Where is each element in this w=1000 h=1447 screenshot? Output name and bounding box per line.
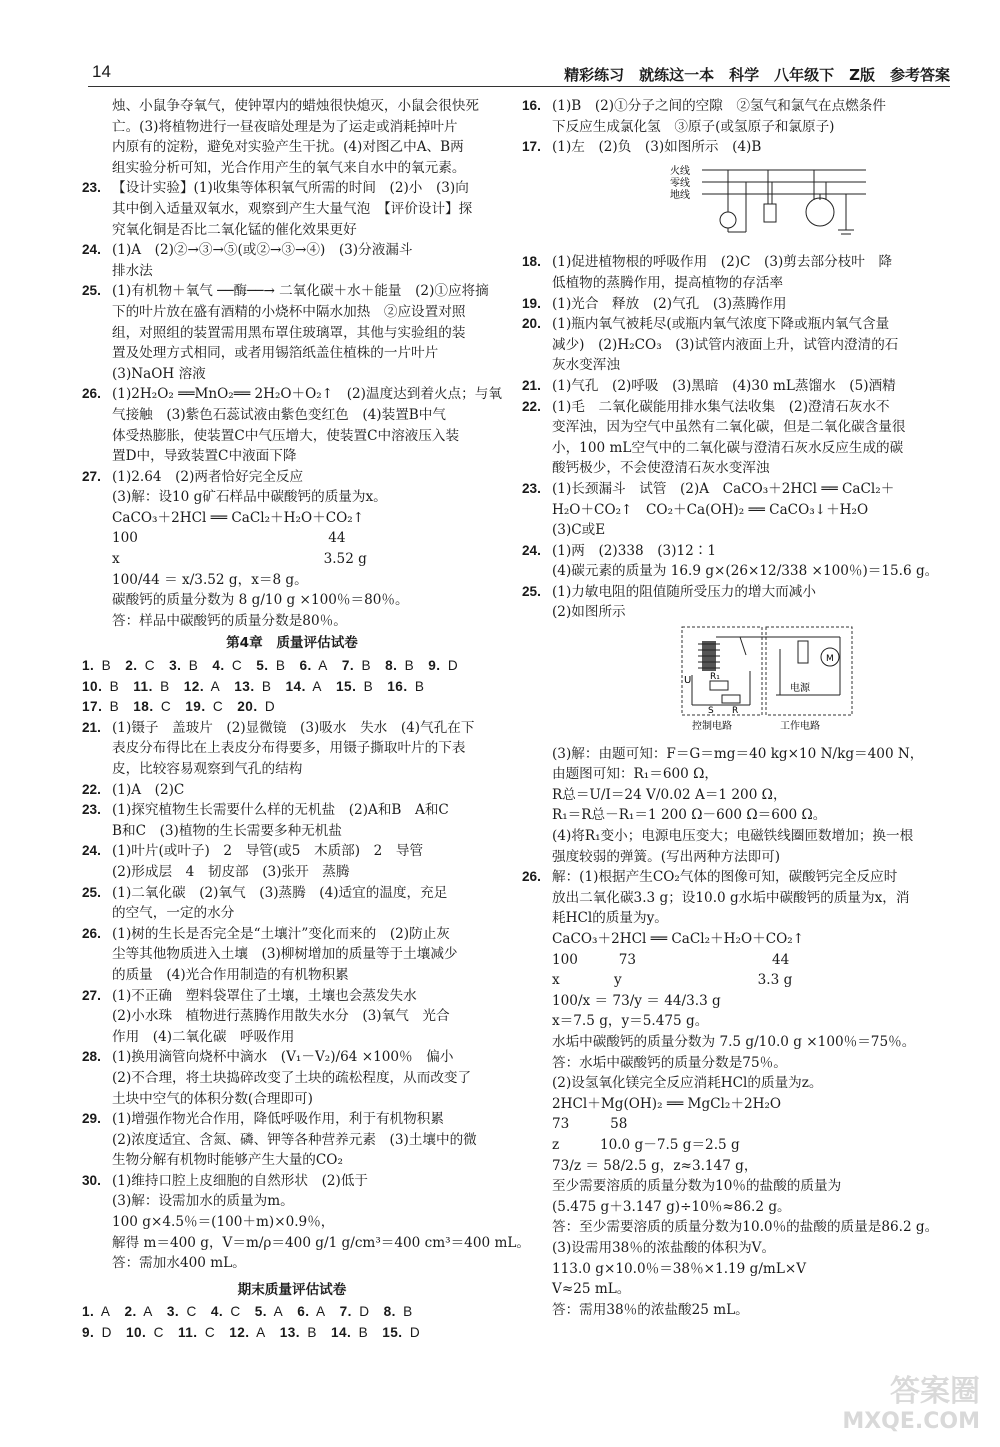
answer-line: (1)气孔 (2)呼吸 (3)黑暗 (4)30 mL蒸馏水 (5)酒精 — [552, 377, 896, 394]
chapter4.answers-answer-8 — [82, 1047, 502, 1109]
right_column-answer-6 — [522, 376, 952, 397]
question-number: 21. — [82, 719, 101, 735]
mc-answer: 15. B — [336, 678, 374, 694]
mc-answer: 11. C — [177, 1325, 216, 1341]
mc-answer: 20. D — [237, 699, 276, 715]
svg-text:M: M — [826, 654, 834, 665]
answer-line: 内原有的淀粉，避免对实验产生干扰。(4)对图乙中A、B两 — [112, 139, 464, 156]
svg-text:电源: 电源 — [790, 683, 810, 695]
answer-line: 100 g×4.5％＝(100＋m)×0.9％， — [112, 1214, 335, 1231]
answer-line: 表皮分布得比在上表皮分布得要多，用镊子撕取叶片的下表 — [112, 740, 466, 757]
left_column-answer-5 — [82, 384, 502, 466]
chapter4.answers-answer-9 — [82, 1109, 502, 1171]
wiring-diagram — [670, 160, 870, 242]
answer-line: (2)形成层 4 韧皮部 (3)张开 蒸腾 — [112, 863, 350, 880]
answer-line: 亡。(3)将植物进行一昼夜暗处理是为了运走或消耗掉叶片 — [112, 118, 458, 135]
mc-answer: 3. C — [166, 1304, 197, 1320]
question-number: 16. — [522, 98, 541, 113]
answer-line: 下的叶片放在盛有酒精的小烧杯中隔水加热 ②应设置对照 — [112, 303, 466, 320]
mc-answer: 18. C — [133, 699, 172, 715]
answer-line: (2)浓度适宜、含氮、磷、钾等各种营养元素 (3)土壤中的微 — [112, 1131, 477, 1148]
left_column-answer-6 — [82, 467, 502, 632]
answer-line: 排水法 — [112, 262, 153, 279]
right-answers — [522, 96, 952, 1320]
answer-line: H₂O＋CO₂↑ CO₂＋Ca(OH)₂ ══ CaCO₃↓＋H₂O — [552, 501, 869, 518]
answer-line: (1)力敏电阻的阻值随所受压力的增大而减小 — [552, 583, 816, 600]
page-header — [88, 58, 950, 87]
answer-line: 土块中空气的体积分数(合理即可) — [112, 1090, 313, 1107]
answer-line: 酸钙极少，不会使澄清石灰水变浑浊 — [552, 460, 770, 477]
mc-answer: 15. D — [382, 1325, 421, 1341]
answer-line: 100 44 — [112, 530, 346, 547]
question-number: 23. — [82, 180, 101, 196]
answer-line: 答：水垢中碳酸钙的质量分数是75％。 — [552, 1054, 787, 1071]
question-number: 26. — [522, 869, 541, 885]
answer-line: (3)解：由题可知：F＝G＝mg＝40 kg×10 N/kg＝400 N， — [552, 745, 924, 762]
watermark-logo — [842, 1374, 980, 1437]
answer-line: 的质量 (4)光合作用制造的有机物积累 — [112, 966, 349, 983]
answer-line: (1)二氧化碳 (2)氧气 (3)蒸腾 (4)适宜的温度，充足 — [112, 884, 448, 901]
mc-row — [82, 1323, 502, 1344]
question-number: 28. — [82, 1049, 101, 1065]
mc-answer: 7. B — [341, 658, 372, 674]
answer-line: (1)2.64 (2)两者恰好完全反应 — [112, 468, 304, 485]
answer-line: 皮，比较容易观察到气孔的结构 — [112, 761, 303, 777]
chapter4.answers-answer-7 — [82, 986, 502, 1048]
answer-line: (1)B (2)①分子之间的空隙 ②氢气和氯气在点燃条件 — [552, 98, 886, 114]
answer-line: R₁＝R总－R₁＝1 200 Ω－600 Ω＝600 Ω。 — [552, 807, 827, 824]
question-number: 25. — [82, 283, 101, 299]
question-number: 27. — [82, 468, 101, 484]
answer-line: 100 73 44 — [552, 951, 790, 968]
mc-answer: 9. D — [82, 1325, 112, 1341]
mc-answer: 3. B — [169, 658, 199, 674]
final-multiple-choice — [82, 1302, 502, 1343]
mc-row — [82, 1302, 502, 1323]
answer-line: (2)不合理，将土块捣碎改变了土块的疏松程度，从而改变了 — [112, 1069, 472, 1086]
question-number: 25. — [522, 583, 541, 599]
mc-answer: 5. A — [254, 1304, 284, 1320]
answer-line: (1)毛 二氧化碳能用排水集气法收集 (2)澄清石灰水不 — [552, 398, 890, 415]
right_column-answer-3 — [522, 252, 952, 293]
mc-answer: 6. A — [297, 1304, 326, 1320]
svg-text:S: S — [708, 706, 714, 717]
svg-text:地线: 地线 — [670, 189, 690, 201]
answer-line: (1)有机物＋氧气 ──酶──→ 二氧化碳＋水＋能量 (2)①应将摘 — [112, 283, 489, 300]
answer-line: (2)设氢氧化镁完全反应消耗HCl的质量为z。 — [552, 1075, 823, 1092]
watermark-url: MXQE.COM — [842, 1409, 980, 1434]
mc-row — [82, 697, 502, 718]
svg-text:工作电路: 工作电路 — [780, 721, 820, 733]
answer-line: CaCO₃＋2HCl ══ CaCl₂＋H₂O＋CO₂↑ — [552, 931, 805, 947]
svg-text:R₁: R₁ — [710, 672, 720, 683]
answer-line: 减少) (2)H₂CO₃ (3)试管内液面上升，试管内澄清的石 — [552, 336, 899, 353]
mc-row — [82, 656, 502, 677]
mc-answer: 10. B — [82, 678, 120, 694]
chapter4.answers-answer-5 — [82, 883, 502, 924]
answer-line: x y 3.3 g — [552, 972, 793, 989]
answer-line: (2)如图所示 — [552, 604, 626, 621]
mc-answer: 2. A — [124, 1304, 153, 1320]
answer-line: 2HCl＋Mg(OH)₂ ══ MgCl₂＋2H₂O — [552, 1095, 782, 1112]
question-number: 17. — [522, 139, 541, 155]
answer-line: (3)C或E — [552, 522, 606, 539]
answer-line: 水垢中碳酸钙的质量分数为 7.5 g/10.0 g ×100％＝75％。 — [552, 1033, 916, 1050]
left_column-answer-1 — [82, 96, 502, 178]
right_column-answer-1 — [522, 96, 952, 137]
mc-answer: 12. A — [183, 678, 221, 694]
chapter4.answers-answer-6 — [82, 924, 502, 986]
answer-line: 强度较弱的弹簧。(写出两种方法即可) — [552, 848, 781, 865]
mc-answer: 8. B — [385, 658, 415, 674]
answer-line: (1)树的生长是否完全是“土壤汁”变化而来的 (2)防止灰 — [112, 925, 450, 942]
mc-answer: 11. B — [133, 678, 170, 694]
answer-line: 小，100 mL空气中的二氧化碳与澄清石灰水反应生成的碳 — [552, 439, 904, 456]
answer-line: 的空气，一定的水分 — [112, 905, 235, 922]
svg-text:R: R — [732, 706, 739, 717]
mc-answer: 17. B — [82, 699, 120, 715]
question-number: 29. — [82, 1111, 101, 1127]
question-number: 24. — [82, 242, 101, 258]
answer-line: 至少需要溶质的质量分数为10％的盐酸的质量为 — [552, 1178, 842, 1195]
question-number: 20. — [522, 316, 541, 332]
answer-line: (1)左 (2)负 (3)如图所示 (4)B — [552, 139, 762, 156]
question-number: 23. — [522, 480, 541, 496]
answer-line: 低植物的蒸腾作用，提高植物的存活率 — [552, 274, 784, 291]
question-number: 18. — [522, 254, 541, 270]
mc-answer: 2. C — [125, 658, 156, 674]
answer-line: 体受热膨胀，使装置C中气压增大，使装置C中溶液压入装 — [112, 427, 460, 444]
answer-line: 答：样品中碳酸钙的质量分数是80％。 — [112, 612, 347, 629]
chapter4.answers-answer-2 — [82, 780, 502, 801]
left_column-answer-3 — [82, 240, 502, 281]
left_column-answer-4 — [82, 281, 502, 384]
answer-line: x 3.52 g — [112, 551, 367, 568]
right_column-answer-10 — [522, 582, 952, 867]
right_column-answer-11 — [522, 867, 952, 1320]
mc-answer: 13. B — [279, 1325, 317, 1341]
mc-answer: 9. D — [428, 658, 459, 674]
answer-line: (3)解：设10 g矿石样品中碳酸钙的质量为x。 — [112, 489, 387, 506]
mc-answer: 6. A — [299, 658, 328, 674]
page-number: 14 — [92, 62, 111, 81]
answer-line: 生物分解有机物时能够产生大量的CO₂ — [112, 1152, 343, 1169]
answer-line: (2)小水珠 植物进行蒸腾作用散失水分 (3)氧气 光合 — [112, 1008, 450, 1025]
answer-line: 其中倒入适量双氧水，观察到产生大量气泡 【评价设计】探 — [112, 200, 473, 217]
chapter4.answers-answer-1 — [82, 718, 502, 780]
answer-line: 73 58 — [552, 1116, 628, 1133]
answer-line: 放出二氧化碳3.3 g；设10.0 g水垢中碳酸钙的质量为x，消 — [552, 889, 910, 906]
answer-line: V≈25 mL。 — [552, 1281, 631, 1298]
answer-line: (1)两 (2)338 (3)12∶1 — [552, 542, 717, 559]
answer-line: (3)设需用38％的浓盐酸的体积为V。 — [552, 1239, 776, 1256]
question-number: 26. — [82, 386, 101, 402]
right_column-answer-2 — [522, 137, 952, 252]
mc-row — [82, 677, 502, 698]
mc-answer: 12. A — [229, 1325, 266, 1341]
answer-line: (1)不正确 塑料袋罩住了土壤，土壤也会蒸发失水 — [112, 987, 417, 1004]
right_column-answer-7 — [522, 397, 952, 479]
question-number: 19. — [522, 295, 541, 311]
answer-line: 100/x ＝ 73/y ＝ 44/3.3 g — [552, 992, 721, 1009]
answer-line: 置D中，导致装置C中液面下降 — [112, 448, 297, 465]
answer-line: 答：需用38％的浓盐酸25 mL。 — [552, 1301, 749, 1318]
mc-answer: 5. B — [256, 658, 286, 674]
answer-line: (1)瓶内氧气被耗尽(或瓶内氧气浓度下降或瓶内氧气含量 — [552, 316, 890, 333]
answer-line: (1)镊子 盖玻片 (2)显微镜 (3)吸水 失水 (4)气孔在下 — [112, 719, 475, 736]
answer-line: (1)维持口腔上皮细胞的自然形状 (2)低于 — [112, 1172, 369, 1189]
answer-line: 组，对照组的装置需用黑布罩住玻璃罩，其他与实验组的装 — [112, 324, 466, 341]
answer-line: 组实验分析可知，光合作用产生的氧气来自水中的氧元素。 — [112, 159, 466, 176]
answer-line: 耗HCl的质量为y。 — [552, 910, 668, 927]
right_column-answer-4 — [522, 294, 952, 315]
mc-answer: 10. C — [125, 1325, 164, 1341]
answer-line: (3)解：设需加水的质量为m。 — [112, 1193, 294, 1210]
mc-answer: 16. B — [387, 678, 425, 694]
right_column-answer-5 — [522, 314, 952, 376]
question-number: 24. — [82, 843, 101, 859]
answer-line: 100/44 ＝ x/3.52 g，x＝8 g。 — [112, 571, 308, 588]
final-exam-title: 期末质量评估试卷 — [237, 1281, 347, 1298]
chapter4-title: 第4章 质量评估试卷 — [226, 635, 358, 652]
running-title: 精彩练习 就练这一本 科学 八年级下 Z版 参考答案 — [564, 66, 950, 84]
relay-circuit-diagram — [680, 625, 855, 733]
question-number: 30. — [82, 1172, 101, 1188]
answer-line: CaCO₃＋2HCl ══ CaCl₂＋H₂O＋CO₂↑ — [112, 509, 365, 526]
svg-text:火线: 火线 — [670, 165, 690, 177]
answer-line: x＝7.5 g，y＝5.475 g。 — [552, 1013, 709, 1030]
question-number: 26. — [82, 925, 101, 941]
question-number: 21. — [522, 377, 541, 393]
question-number: 23. — [82, 802, 101, 818]
mc-answer: 1. A — [82, 1304, 111, 1320]
question-number: 25. — [82, 884, 101, 900]
question-number: 27. — [82, 987, 101, 1003]
answer-line: (1)光合 释放 (2)气孔 (3)蒸腾作用 — [552, 295, 787, 312]
answer-line: 【设计实验】(1)收集等体积氧气所需的时间 (2)小 (3)向 — [112, 180, 469, 197]
answer-line: 置及处理方式相同，或者用锡箔纸盖住植株的一片叶片 — [112, 345, 439, 362]
mc-answer: 13. B — [234, 678, 272, 694]
answer-line: (1)长颈漏斗 试管 (2)A CaCO₃＋2HCl ══ CaCl₂＋ — [552, 480, 895, 497]
left-column — [82, 96, 530, 1344]
mc-answer: 1. B — [82, 658, 112, 674]
question-number: 22. — [522, 398, 541, 414]
answer-line: (4)将R₁变小；电源电压变大；电磁铁线圈匝数增加；换一根 — [552, 828, 914, 845]
mc-answer: 14. B — [330, 1325, 369, 1341]
svg-text:U: U — [684, 675, 692, 687]
chapter4-answers — [82, 718, 530, 1274]
answer-line: (1)2H₂O₂ ══MnO₂══ 2H₂O＋O₂↑ (2)温度达到着火点；与氧 — [112, 386, 502, 403]
mc-answer: 7. D — [339, 1304, 370, 1320]
answer-line: R总＝U/I＝24 V/0.02 A＝1 200 Ω， — [552, 786, 787, 803]
answer-line: z 10.0 g－7.5 g＝2.5 g — [552, 1136, 740, 1153]
right_column-answer-9 — [522, 541, 952, 582]
chapter4.answers-answer-4 — [82, 841, 502, 882]
mc-answer: 8. B — [383, 1304, 413, 1320]
chapter4.answers-answer-3 — [82, 800, 502, 841]
answer-line: 73/z ＝ 58/2.5 g，z≈3.147 g， — [552, 1157, 758, 1174]
right_column-answer-8 — [522, 479, 952, 541]
answer-line: 113.0 g×10.0％＝38％×1.19 g/mL×V — [552, 1260, 807, 1277]
answer-line: (4)碳元素的质量为 16.9 g×(26×12/338 ×100％)＝15.6 g。 — [552, 563, 939, 580]
answer-line: 灰水变浑浊 — [552, 357, 620, 374]
question-number: 24. — [522, 542, 541, 558]
left_column-answer-2 — [82, 178, 502, 240]
answer-line: (1)A (2)C — [112, 781, 185, 798]
mc-answer: 19. C — [185, 699, 224, 715]
answer-line: 尘等其他物质进入土壤 (3)柳树增加的质量等于土壤减少 — [112, 946, 458, 963]
answer-line: 气接触 (3)紫色石蕊试液由紫色变红色 (4)装置B中气 — [112, 406, 446, 423]
answer-line: 下反应生成氯化氢 ③原子(或氢原子和氯原子) — [552, 118, 835, 135]
right-column — [522, 96, 952, 1320]
answer-line: (1)探究植物生长需要什么样的无机盐 (2)A和B A和C — [112, 802, 449, 819]
mc-answer: 4. C — [212, 658, 243, 674]
answer-line: 答：至少需要溶质的质量分数为10.0％的盐酸的质量是86.2 g。 — [552, 1219, 939, 1236]
answer-line: 由题图可知：R₁＝600 Ω， — [552, 766, 718, 783]
answer-line: (1)增强作物光合作用，降低呼吸作用，利于有机物积累 — [112, 1111, 444, 1128]
answer-line: (3)NaOH 溶液 — [112, 365, 206, 382]
answer-line: 变浑浊，因为空气中虽然有二氧化碳，但是二氧化碳含量很 — [552, 419, 906, 436]
answer-line: 解得 m＝400 g，V＝m/ρ＝400 g/1 g/cm³＝400 cm³＝400 mL。 — [112, 1234, 530, 1251]
answer-line: (1)换用滴管向烧杯中滴水 (V₁－V₂)/64 ×100％ 偏小 — [112, 1049, 454, 1066]
answer-line: 究氧化铜是否比二氧化锰的催化效果更好 — [112, 221, 357, 238]
answer-line: 答：需加水400 mL。 — [112, 1255, 246, 1272]
svg-text:零线: 零线 — [670, 177, 690, 189]
answer-line: 解：(1)根据产生CO₂气体的图像可知，碳酸钙完全反应时 — [552, 869, 898, 886]
answer-line: (1)促进植物根的呼吸作用 (2)C (3)剪去部分枝叶 降 — [552, 254, 893, 271]
answer-line: 烛、小鼠争夺氧气，使钟罩内的蜡烛很快熄灭，小鼠会很快死 — [112, 98, 480, 114]
mc-answer: 4. C — [210, 1304, 241, 1320]
left-answers — [82, 96, 502, 631]
answer-line: 碳酸钙的质量分数为 8 g/10 g ×100％＝80％。 — [112, 592, 409, 609]
mc-answer: 14. A — [285, 678, 322, 694]
question-number: 22. — [82, 781, 101, 797]
answer-line: B和C (3)植物的生长需要多种无机盐 — [112, 822, 342, 839]
answer-line: 作用 (4)二氧化碳 呼吸作用 — [112, 1028, 295, 1045]
chapter4-multiple-choice — [82, 656, 502, 718]
answer-line: (1)叶片(或叶子) 2 导管(或5 木质部) 2 导管 — [112, 843, 424, 860]
chapter4.answers-answer-10 — [82, 1171, 530, 1274]
svg-text:控制电路: 控制电路 — [692, 721, 732, 733]
watermark-text: 答案圈 — [890, 1374, 980, 1409]
answer-line: (1)A (2)②→③→⑤(或②→③→④) (3)分液漏斗 — [112, 242, 413, 259]
answer-line: (5.475 g＋3.147 g)÷10％≈86.2 g。 — [552, 1198, 791, 1215]
